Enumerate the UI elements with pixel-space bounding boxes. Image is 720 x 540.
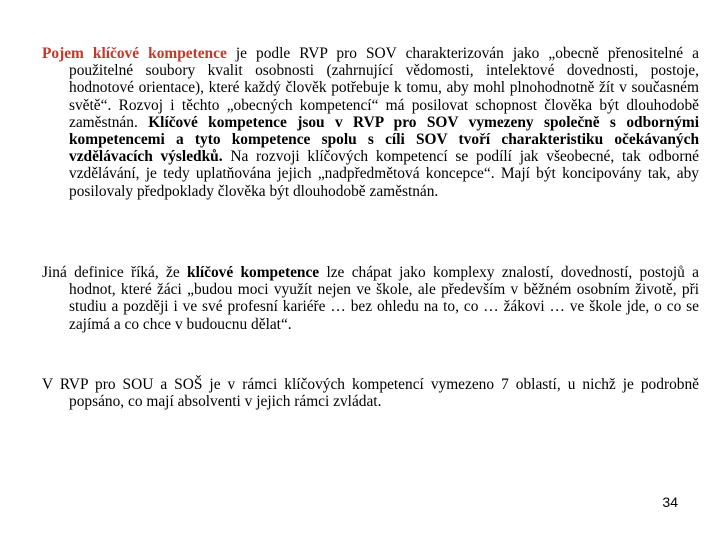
term-klicove-kompetence: Pojem klíčové kompetence (42, 45, 227, 62)
paragraph-bold-text: klíčové kompetence (187, 264, 320, 281)
paragraph-text: Jiná definice říká, že (42, 264, 188, 281)
paragraph-text: lze chápat jako komplexy znalostí, dovedností, postojů a hodnot, které žáci „budou moci využít nejen ve škole, ale především v běžném osobním životě, při studiu a později i ve své profesní kariéře … bez ohledu na to, co … žákovi … ve škole jde, o co se zajímá a co chce v budoucnu dělat“. (69, 264, 700, 333)
paragraph-alternative-definition (42, 264, 699, 333)
paragraph-seven-areas (42, 376, 699, 410)
paragraph-definition-rvp (42, 45, 699, 200)
paragraph-text: je podle RVP pro SOV charakterizován jako „obecně přenositelné a použitelné soubory kvalit osobnosti (zahrnující vědomosti, intelektové dovednosti, postoje, hodnotové orientace), které každý člověk potřebuje k tomu, aby mohl plnohodnotně žít v současném světě“. Rozvoj i těchto „obecných kompetencí“ má posilovat schopnost člověka být dlouhodobě zaměstnán. (69, 45, 699, 131)
paragraph-text: Na rozvoji klíčových kompetencí se podílí jak všeobecné, tak odborné vzdělávání, je tedy uplatňována jejich „nadpředmětová koncepce“. Mají být koncipovány tak, aby posilovaly předpoklady člověka být dlouhodobě zaměstnán. (69, 148, 699, 200)
paragraph-text: V RVP pro SOU a SOŠ je v rámci klíčových kompetencí vymezeno 7 oblastí, u nichž je podrobně popsáno, co mají absolventi v jejich rámci zvládat. (42, 376, 699, 411)
page-number: 34 (662, 494, 678, 510)
paragraph-bold-text: Klíčové kompetence jsou v RVP pro SOV vymezeny společně s odbornými kompetencemi a tyto kompetence spolu s cíli SOV tvoří charakteristiku očekávaných vzdělávacích výsledků. (69, 113, 700, 166)
